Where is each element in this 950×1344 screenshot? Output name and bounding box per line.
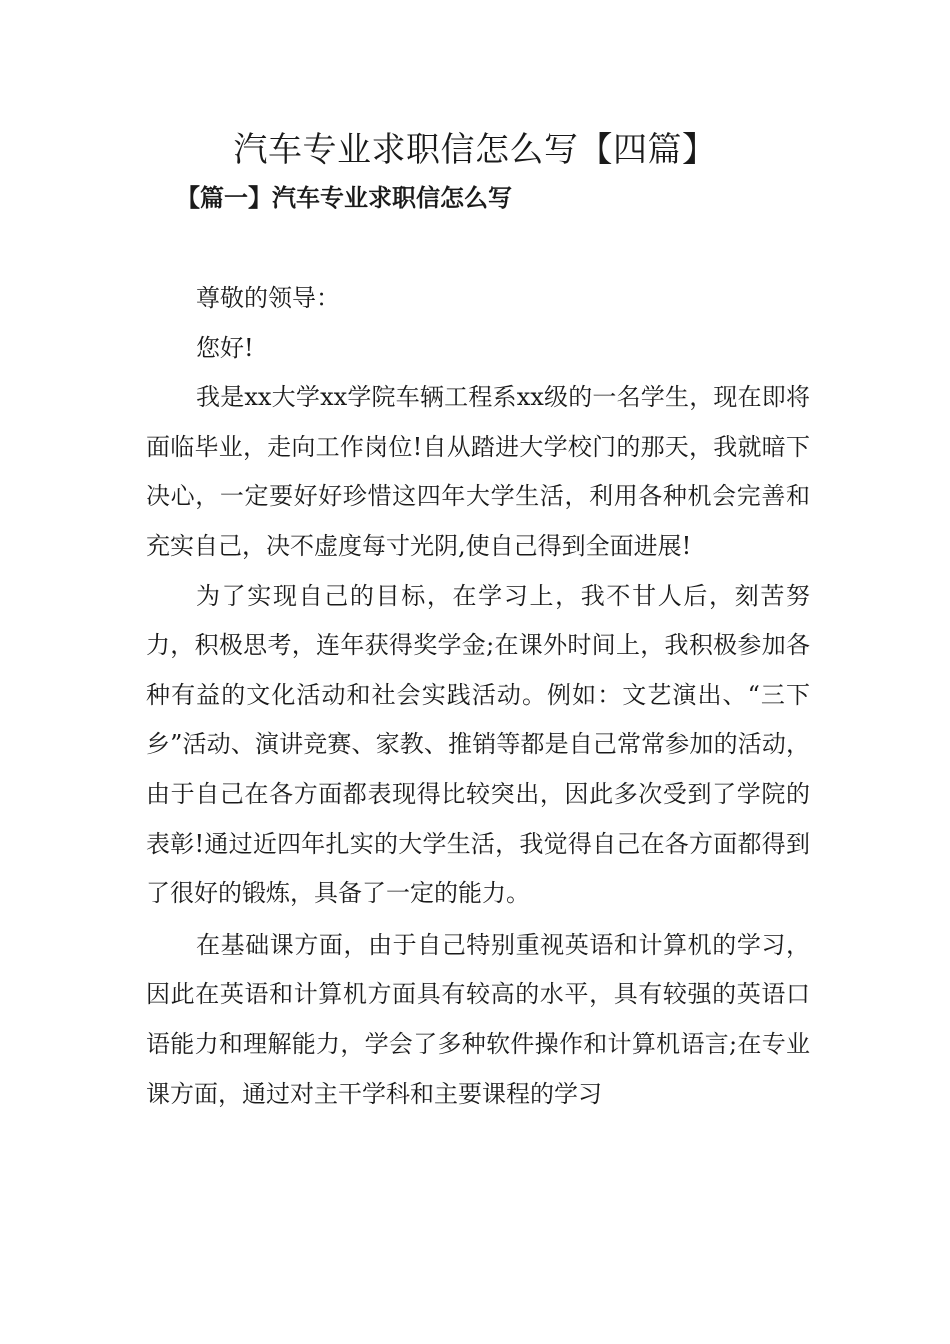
greeting: 您好! (196, 333, 254, 362)
body-paragraph: 在基础课方面，由于自己特别重视英语和计算机的学习，因此在英语和计算机方面具有较高的水平，具有较强的英语口语能力和理解能力，学会了多种软件操作和计算机语言;在专业课方面，通过对主干学科和主要课程的学习 (146, 930, 810, 1108)
body-paragraph: 我是xx大学xx学院车辆工程系xx级的一名学生，现在即将面临毕业，走向工作岗位!自从踏进大学校门的那天，我就暗下决心，一定要好好珍惜这四年大学生活，利用各种机会完善和充实自己，决不虚度每寸光阴,使自己得到全面进展! (146, 383, 810, 560)
salutation: 尊敬的领导： (196, 284, 340, 312)
section-heading: 【篇一】汽车专业求职信怎么写 (176, 183, 512, 212)
letter-body (146, 274, 810, 1119)
body-paragraph: 为了实现自己的目标，在学习上，我不甘人后，刻苦努力，积极思考，连年获得奖学金;在课外时间上，我积极参加各种有益的文化活动和社会实践活动。例如：文艺演出、“三下乡”活动、演讲竞赛、家教、推销等都是自己常常参加的活动，由于自己在各方面都表现得比较突出，因此多次受到了学院的表彰!通过近四年扎实的大学生活，我觉得自己在各方面都得到了很好的锻炼，具备了一定的能力。 (146, 581, 810, 908)
document-title: 汽车专业求职信怎么写【四篇】 (233, 130, 717, 170)
